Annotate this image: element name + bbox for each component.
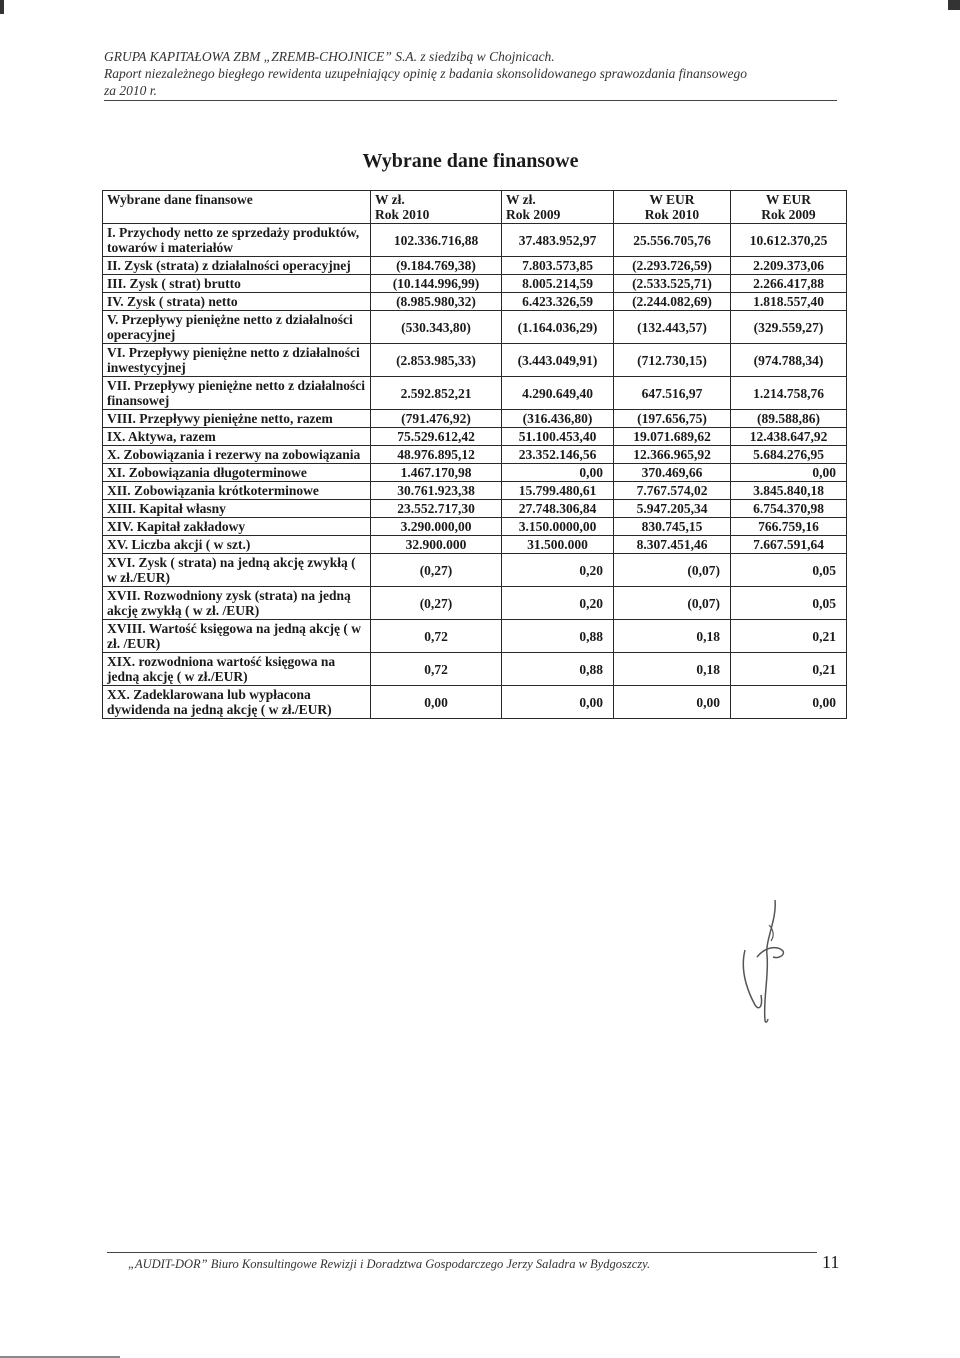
value-cell: (1.164.036,29) <box>502 311 614 344</box>
row-label: XVI. Zysk ( strata) na jedną akcję zwykłą ( w zł./EUR) <box>103 554 371 587</box>
table-row <box>103 446 847 464</box>
value-cell: 12.366.965,92 <box>614 446 731 464</box>
row-label: II. Zysk (strata) z działalności operacyjnej <box>103 257 371 275</box>
page-header <box>104 48 844 99</box>
value-cell: 3.290.000,00 <box>371 518 502 536</box>
table-row <box>103 500 847 518</box>
value-cell: 0,20 <box>502 554 614 587</box>
page-number: 11 <box>822 1252 840 1272</box>
value-cell: 0,72 <box>371 653 502 686</box>
value-cell: 27.748.306,84 <box>502 500 614 518</box>
header-col-cell: W zł. Rok 2009 <box>502 191 614 224</box>
row-label: XX. Zadeklarowana lub wypłacona dywidenda na jedną akcję ( w zł./EUR) <box>103 686 371 719</box>
value-cell: (2.244.082,69) <box>614 293 731 311</box>
row-label: XVII. Rozwodniony zysk (strata) na jedną akcję zwykłą ( w zł. /EUR) <box>103 587 371 620</box>
row-label: V. Przepływy pieniężne netto z działalności operacyjnej <box>103 311 371 344</box>
value-cell: 23.352.146,56 <box>502 446 614 464</box>
value-cell: 12.438.647,92 <box>731 428 847 446</box>
header-company: GRUPA KAPITAŁOWA ZBM „ZREMB-CHOJNICE” S.A. z siedzibą w Chojnicach. <box>104 49 555 64</box>
header-report: Raport niezależnego biegłego rewidenta uzupełniający opinię z badania skonsolidowanego sprawozdania finansowego <box>104 66 747 81</box>
value-cell: 0,72 <box>371 620 502 653</box>
table-row <box>103 482 847 500</box>
value-cell: (712.730,15) <box>614 344 731 377</box>
value-cell: 0,00 <box>371 686 502 719</box>
value-cell: 7.767.574,02 <box>614 482 731 500</box>
value-cell: 8.005.214,59 <box>502 275 614 293</box>
value-cell: (0,07) <box>614 554 731 587</box>
page-title: Wybrane dane finansowe <box>362 150 579 172</box>
value-cell: 8.307.451,46 <box>614 536 731 554</box>
value-cell: 4.290.649,40 <box>502 377 614 410</box>
scan-edge-mark <box>0 0 4 14</box>
value-cell: 7.667.591,64 <box>731 536 847 554</box>
row-label: XII. Zobowiązania krótkoterminowe <box>103 482 371 500</box>
row-label: XV. Liczba akcji ( w szt.) <box>103 536 371 554</box>
footer-auditor: „AUDIT-DOR” Biuro Konsultingowe Rewizji i Doradztwa Gospodarczego Jerzy Saladra w Bydgoszczy. <box>128 1257 651 1271</box>
value-cell: (0,27) <box>371 587 502 620</box>
value-cell: 0,18 <box>614 620 731 653</box>
table-row <box>103 587 847 620</box>
value-cell: (89.588,86) <box>731 410 847 428</box>
table-row <box>103 653 847 686</box>
value-cell: 3.845.840,18 <box>731 482 847 500</box>
table-row <box>103 686 847 719</box>
value-cell: 0,00 <box>502 464 614 482</box>
row-label: XIX. rozwodniona wartość księgowa na jedną akcję ( w zł./EUR) <box>103 653 371 686</box>
header-col-cell: W EUR Rok 2009 <box>731 191 847 224</box>
financial-data-table <box>102 190 847 719</box>
header-label-cell: Wybrane dane finansowe <box>103 191 371 224</box>
value-cell: 30.761.923,38 <box>371 482 502 500</box>
value-cell: 647.516,97 <box>614 377 731 410</box>
table-row <box>103 293 847 311</box>
table-row <box>103 620 847 653</box>
value-cell: 0,88 <box>502 653 614 686</box>
value-cell: 0,00 <box>731 686 847 719</box>
value-cell: 0,21 <box>731 653 847 686</box>
value-cell: (8.985.980,32) <box>371 293 502 311</box>
row-label: III. Zysk ( strat) brutto <box>103 275 371 293</box>
value-cell: (3.443.049,91) <box>502 344 614 377</box>
table-header-row <box>103 191 847 224</box>
handwritten-signature <box>735 895 795 1025</box>
header-col-cell: W zł. Rok 2010 <box>371 191 502 224</box>
table-row <box>103 275 847 293</box>
value-cell: 0,05 <box>731 554 847 587</box>
value-cell: 25.556.705,76 <box>614 224 731 257</box>
value-cell: 830.745,15 <box>614 518 731 536</box>
row-label: VII. Przepływy pieniężne netto z działalności finansowej <box>103 377 371 410</box>
value-cell: (2.293.726,59) <box>614 257 731 275</box>
table-row <box>103 257 847 275</box>
value-cell: 2.592.852,21 <box>371 377 502 410</box>
value-cell: (132.443,57) <box>614 311 731 344</box>
value-cell: (530.343,80) <box>371 311 502 344</box>
value-cell: 1.214.758,76 <box>731 377 847 410</box>
value-cell: 7.803.573,85 <box>502 257 614 275</box>
row-label: XVIII. Wartość księgowa na jedną akcję ( w zł. /EUR) <box>103 620 371 653</box>
value-cell: 5.684.276,95 <box>731 446 847 464</box>
value-cell: 3.150.0000,00 <box>502 518 614 536</box>
table-row <box>103 410 847 428</box>
value-cell: 0,18 <box>614 653 731 686</box>
row-label: I. Przychody netto ze sprzedaży produktów, towarów i materiałów <box>103 224 371 257</box>
value-cell: (9.184.769,38) <box>371 257 502 275</box>
row-label: XIII. Kapitał własny <box>103 500 371 518</box>
value-cell: 23.552.717,30 <box>371 500 502 518</box>
value-cell: (791.476,92) <box>371 410 502 428</box>
scan-edge-mark <box>948 0 960 10</box>
table-row <box>103 311 847 344</box>
value-cell: 31.500.000 <box>502 536 614 554</box>
value-cell: (329.559,27) <box>731 311 847 344</box>
value-cell: 0,20 <box>502 587 614 620</box>
value-cell: (0,27) <box>371 554 502 587</box>
table-row <box>103 518 847 536</box>
value-cell: 37.483.952,97 <box>502 224 614 257</box>
value-cell: 0,05 <box>731 587 847 620</box>
value-cell: (10.144.996,99) <box>371 275 502 293</box>
value-cell: 15.799.480,61 <box>502 482 614 500</box>
row-label: IX. Aktywa, razem <box>103 428 371 446</box>
value-cell: 2.266.417,88 <box>731 275 847 293</box>
row-label: X. Zobowiązania i rezerwy na zobowiązania <box>103 446 371 464</box>
value-cell: 19.071.689,62 <box>614 428 731 446</box>
value-cell: 5.947.205,34 <box>614 500 731 518</box>
value-cell: 51.100.453,40 <box>502 428 614 446</box>
value-cell: (974.788,34) <box>731 344 847 377</box>
value-cell: (2.533.525,71) <box>614 275 731 293</box>
table-row <box>103 464 847 482</box>
table-row <box>103 428 847 446</box>
header-rule <box>104 100 837 101</box>
value-cell: 370.469,66 <box>614 464 731 482</box>
value-cell: (316.436,80) <box>502 410 614 428</box>
table-row <box>103 554 847 587</box>
footer-rule <box>107 1252 817 1253</box>
value-cell: 6.754.370,98 <box>731 500 847 518</box>
value-cell: 0,00 <box>502 686 614 719</box>
table-row <box>103 377 847 410</box>
table-row <box>103 224 847 257</box>
value-cell: 0,00 <box>731 464 847 482</box>
table-row <box>103 344 847 377</box>
value-cell: (0,07) <box>614 587 731 620</box>
value-cell: 1.467.170,98 <box>371 464 502 482</box>
row-label: XIV. Kapitał zakładowy <box>103 518 371 536</box>
value-cell: 75.529.612,42 <box>371 428 502 446</box>
value-cell: 766.759,16 <box>731 518 847 536</box>
value-cell: (2.853.985,33) <box>371 344 502 377</box>
header-year: za 2010 r. <box>104 83 157 98</box>
row-label: VI. Przepływy pieniężne netto z działalności inwestycyjnej <box>103 344 371 377</box>
value-cell: 2.209.373,06 <box>731 257 847 275</box>
value-cell: 1.818.557,40 <box>731 293 847 311</box>
value-cell: 32.900.000 <box>371 536 502 554</box>
value-cell: (197.656,75) <box>614 410 731 428</box>
row-label: XI. Zobowiązania długoterminowe <box>103 464 371 482</box>
value-cell: 102.336.716,88 <box>371 224 502 257</box>
table-row <box>103 536 847 554</box>
row-label: VIII. Przepływy pieniężne netto, razem <box>103 410 371 428</box>
header-col-cell: W EUR Rok 2010 <box>614 191 731 224</box>
value-cell: 0,00 <box>614 686 731 719</box>
value-cell: 10.612.370,25 <box>731 224 847 257</box>
value-cell: 6.423.326,59 <box>502 293 614 311</box>
value-cell: 0,88 <box>502 620 614 653</box>
row-label: IV. Zysk ( strata) netto <box>103 293 371 311</box>
value-cell: 48.976.895,12 <box>371 446 502 464</box>
value-cell: 0,21 <box>731 620 847 653</box>
